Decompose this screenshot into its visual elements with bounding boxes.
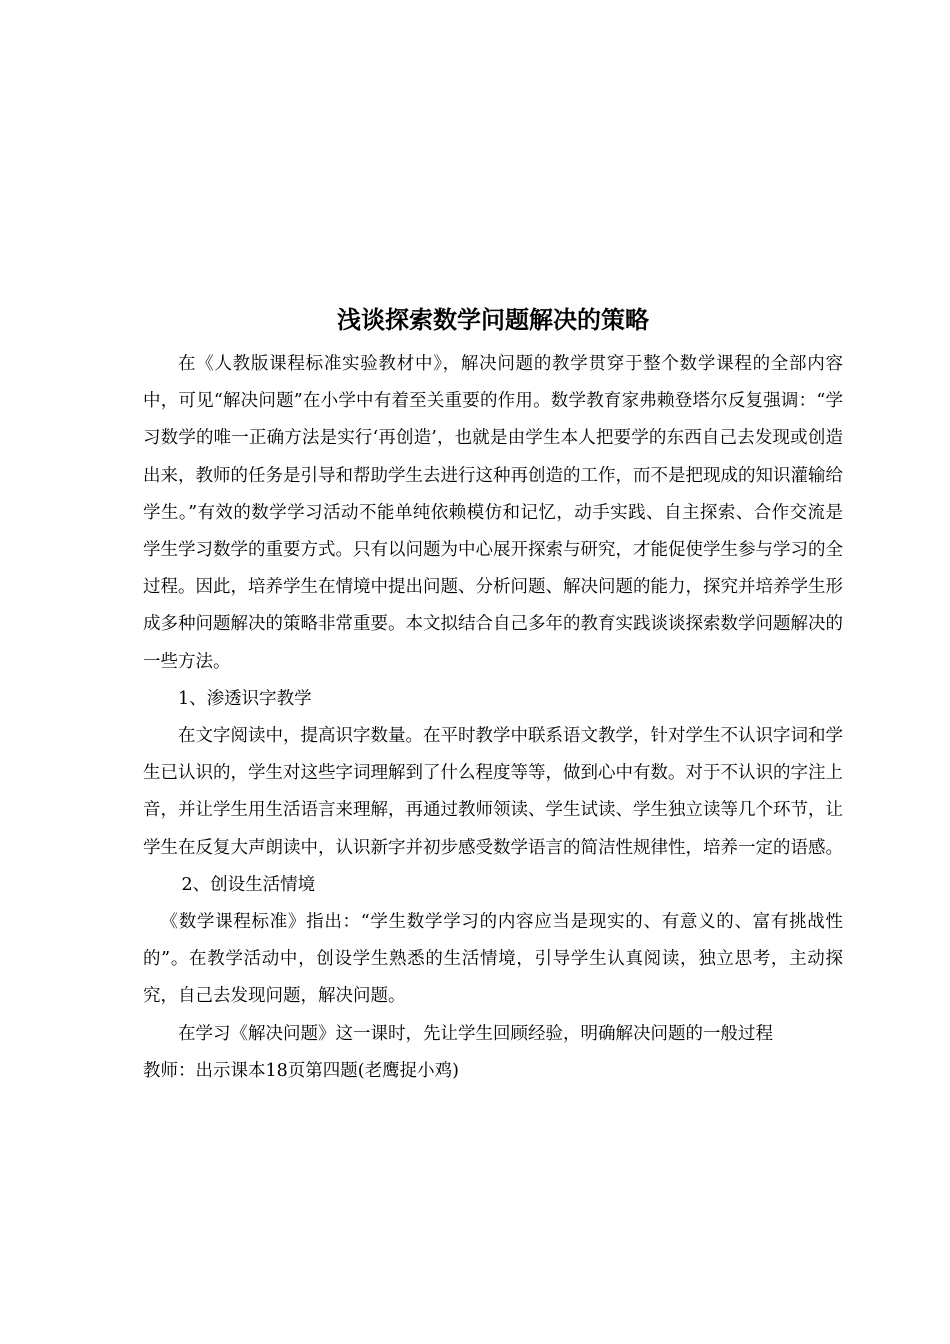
section-2-heading: 2、创设生活情境 [181, 874, 316, 895]
section-2-paragraph-1: 《数学课程标准》指出：“学生数学学习的内容应当是现实的、有意义的、富有挑战性的”。在教学活动中，创设学生熟悉的生活情境，引导学生认真阅读，独立思考，主动探究，自己去发现问题，解决问题。 [143, 912, 843, 1007]
section-2-paragraph-3: 教师：出示课本18页第四题(老鹰捉小鸡) [143, 1060, 459, 1081]
section-1-paragraph: 在文字阅读中，提高识字数量。在平时教学中联系语文教学，针对学生不认识字词和学生已认识的，学生对这些字词理解到了什么程度等等，做到心中有数。对于不认识的字注上音，并让学生用生活语言来理解，再通过教师领读、学生试读、学生独立读等几个环节，让学生在反复大声朗读中，认识新字并初步感受数学语言的简洁性规律性，培养一定的语感。 [143, 726, 843, 858]
section-1-heading: 1、渗透识字教学 [178, 688, 312, 709]
document-title: 浅谈探索数学问题解决的策略 [337, 305, 649, 334]
document-page [143, 296, 843, 1090]
intro-paragraph: 在《人教版课程标准实验教材中》，解决问题的教学贯穿于整个数学课程的全部内容中，可见“解决问题”在小学中有着至关重要的作用。数学教育家弗赖登塔尔反复强调：“学习数学的唯一正确方法是实行‘再创造’，也就是由学生本人把要学的东西自己去发现或创造出来，教师的任务是引导和帮助学生去进行这种再创造的工作，而不是把现成的知识灌输给学生。”有效的数学学习活动不能单纯依赖模仿和记忆，动手实践、自主探索、合作交流是学生学习数学的重要方式。只有以问题为中心展开探索与研究，才能促使学生参与学习的全过程。因此，培养学生在情境中提出问题、分析问题、解决问题的能力，探究并培养学生形成多种问题解决的策略非常重要。本文拟结合自己多年的教育实践谈谈探索数学问题解决的一些方法。 [143, 354, 843, 672]
section-2-paragraph-2: 在学习《解决问题》这一课时，先让学生回顾经验，明确解决问题的一般过程 [178, 1023, 773, 1044]
